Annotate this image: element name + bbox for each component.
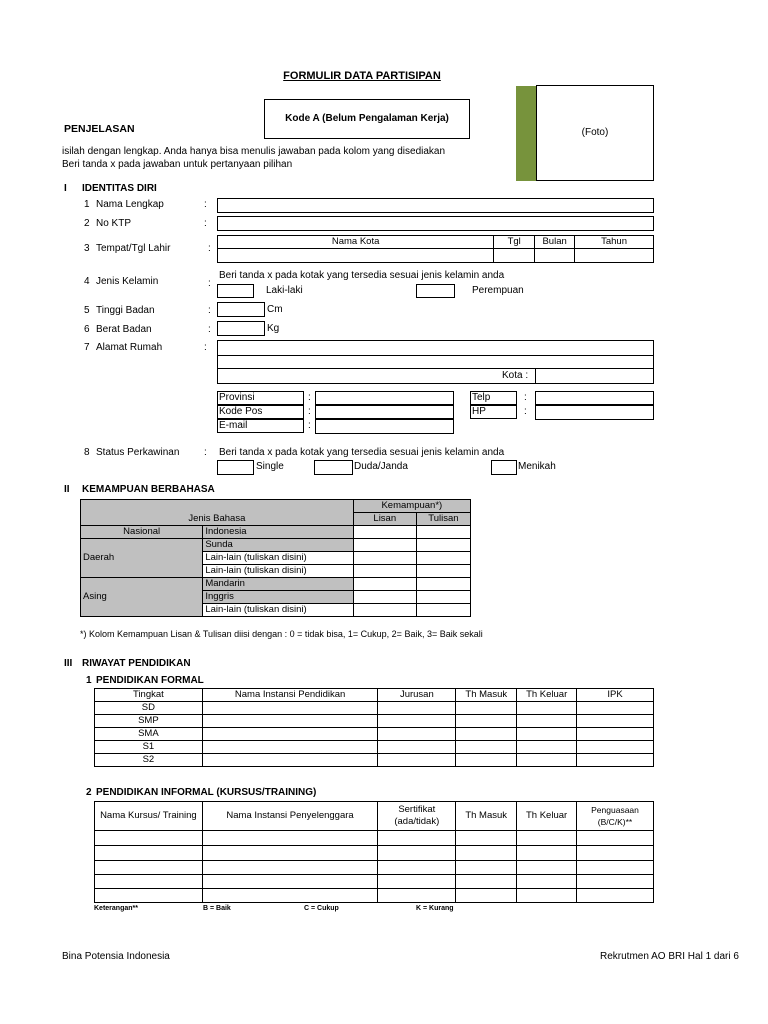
table-row <box>95 889 654 903</box>
kodepos-colon: : <box>308 406 311 417</box>
male-label: Laki-laki <box>266 285 303 296</box>
section-1-number: I <box>64 183 67 194</box>
section-1-heading: IDENTITAS DIRI <box>82 183 157 194</box>
item-2-label: No KTP <box>96 218 132 229</box>
lang-asing-other[interactable]: Lain-lain (tuliskan disini) <box>203 604 353 617</box>
formal-cell[interactable] <box>456 728 517 741</box>
birth-col-tgl: Tgl <box>494 236 535 249</box>
item-6-colon: : <box>208 324 211 335</box>
item-1-label: Nama Lengkap <box>96 199 164 210</box>
kodepos-label: Kode Pos <box>219 406 263 417</box>
item-6-number: 6 <box>84 324 90 335</box>
formal-cell[interactable] <box>202 702 378 715</box>
informal-cell[interactable] <box>95 861 203 875</box>
section-2-heading: KEMAMPUAN BERBAHASA <box>82 484 215 495</box>
tulisan-cell[interactable] <box>416 565 470 578</box>
provinsi-colon: : <box>308 392 311 403</box>
kota-label: Kota : <box>502 370 529 381</box>
informal-cell[interactable] <box>378 875 456 889</box>
item-2-colon: : <box>204 218 207 229</box>
language-table <box>80 499 471 617</box>
informal-cell[interactable] <box>517 889 577 903</box>
informal-col-sertifikat: Sertifikat (ada/tidak) <box>378 802 456 831</box>
item-8-colon: : <box>204 447 207 458</box>
birth-kota-field[interactable] <box>218 249 494 263</box>
lisan-cell[interactable] <box>353 578 416 591</box>
table-row <box>95 715 654 728</box>
item-3-colon: : <box>208 243 211 254</box>
email-field[interactable] <box>315 419 454 434</box>
informal-cell[interactable] <box>95 889 203 903</box>
kg-unit: Kg <box>267 323 280 334</box>
formal-level-sd: SD <box>95 702 203 715</box>
formal-cell[interactable] <box>577 741 654 754</box>
birth-tgl-field[interactable] <box>494 249 535 263</box>
informal-cell[interactable] <box>577 861 654 875</box>
nama-lengkap-field[interactable] <box>217 198 654 213</box>
item-1-number: 1 <box>84 199 90 210</box>
formal-cell[interactable] <box>202 741 378 754</box>
telp-label: Telp <box>472 392 491 403</box>
informal-cell[interactable] <box>577 889 654 903</box>
birth-tahun-field[interactable] <box>575 249 654 263</box>
single-label: Single <box>256 461 284 472</box>
keterangan-baik: B = Baik <box>203 905 231 912</box>
tulisan-cell[interactable] <box>416 591 470 604</box>
formal-heading: PENDIDIKAN FORMAL <box>96 675 204 686</box>
female-checkbox[interactable] <box>416 284 455 298</box>
item-8-label: Status Perkawinan <box>96 447 180 458</box>
item-5-label: Tinggi Badan <box>96 305 155 316</box>
informal-cell[interactable] <box>517 861 577 875</box>
item-7-number: 7 <box>84 342 90 353</box>
item-4-label: Jenis Kelamin <box>96 276 159 287</box>
group-daerah: Daerah <box>81 539 203 578</box>
formal-cell[interactable] <box>456 702 517 715</box>
telp-field[interactable] <box>535 391 654 405</box>
single-checkbox[interactable] <box>217 460 254 475</box>
informal-cell[interactable] <box>456 831 517 846</box>
email-colon: : <box>308 420 311 431</box>
formal-level-smp: SMP <box>95 715 203 728</box>
kota-field[interactable] <box>535 368 654 384</box>
formal-col-jurusan: Jurusan <box>378 689 456 702</box>
item-3-number: 3 <box>84 243 90 254</box>
section-3-heading: RIWAYAT PENDIDIKAN <box>82 658 191 669</box>
table-row <box>95 846 654 861</box>
hp-label: HP <box>472 406 486 417</box>
form-title: FORMULIR DATA PARTISIPAN <box>283 70 441 82</box>
photo-label: (Foto) <box>581 127 609 138</box>
birth-col-bulan: Bulan <box>535 236 575 249</box>
formal-cell[interactable] <box>577 728 654 741</box>
informal-cell[interactable] <box>202 875 378 889</box>
no-ktp-field[interactable] <box>217 216 654 231</box>
formal-number: 1 <box>86 675 92 686</box>
lang-inggris: Inggris <box>203 591 353 604</box>
section-3-number: III <box>64 658 73 669</box>
table-row <box>95 741 654 754</box>
formal-cell[interactable] <box>378 754 456 767</box>
item-6-label: Berat Badan <box>96 324 152 335</box>
item-4-number: 4 <box>84 276 90 287</box>
male-checkbox[interactable] <box>217 284 254 298</box>
formal-cell[interactable] <box>456 741 517 754</box>
informal-col-keluar: Th Keluar <box>517 802 577 831</box>
tulisan-cell[interactable] <box>416 526 470 539</box>
menikah-checkbox[interactable] <box>491 460 517 475</box>
formal-col-instansi: Nama Instansi Pendidikan <box>202 689 378 702</box>
birth-bulan-field[interactable] <box>535 249 575 263</box>
section-2-number: II <box>64 484 70 495</box>
informal-cell[interactable] <box>202 861 378 875</box>
tulisan-cell[interactable] <box>416 552 470 565</box>
formal-cell[interactable] <box>202 728 378 741</box>
lisan-cell[interactable] <box>353 591 416 604</box>
informal-cell[interactable] <box>456 889 517 903</box>
formal-cell[interactable] <box>577 754 654 767</box>
informal-cell[interactable] <box>95 831 203 846</box>
informal-cell[interactable] <box>456 875 517 889</box>
alamat-line-1[interactable] <box>217 340 654 356</box>
informal-cell[interactable] <box>95 875 203 889</box>
gender-note: Beri tanda x pada kotak yang tersedia sesuai jenis kelamin anda <box>219 270 505 281</box>
table-row <box>95 861 654 875</box>
email-label: E-mail <box>219 420 248 431</box>
lisan-cell[interactable] <box>353 526 416 539</box>
telp-colon: : <box>524 392 527 403</box>
informal-education-table <box>94 801 654 903</box>
formal-cell[interactable] <box>517 754 577 767</box>
item-8-number: 8 <box>84 447 90 458</box>
duda-checkbox[interactable] <box>314 460 353 475</box>
lisan-cell[interactable] <box>353 604 416 617</box>
lang-daerah-other-2[interactable]: Lain-lain (tuliskan disini) <box>203 565 353 578</box>
informal-number: 2 <box>86 787 92 798</box>
penjelasan-line-1: isilah dengan lengkap. Anda hanya bisa menulis jawaban pada kolom yang disediakan <box>62 146 446 157</box>
item-7-label: Alamat Rumah <box>96 342 163 353</box>
formal-cell[interactable] <box>456 754 517 767</box>
tulisan-cell[interactable] <box>416 539 470 552</box>
tinggi-badan-field[interactable] <box>217 302 265 317</box>
informal-cell[interactable] <box>456 846 517 861</box>
formal-cell[interactable] <box>517 715 577 728</box>
green-accent-bar <box>516 86 536 181</box>
informal-col-instansi: Nama Instansi Penyelenggara <box>202 802 378 831</box>
formal-cell[interactable] <box>202 754 378 767</box>
formal-col-keluar: Th Keluar <box>517 689 577 702</box>
provinsi-field[interactable] <box>315 391 454 405</box>
tulisan-cell[interactable] <box>416 578 470 591</box>
item-7-colon: : <box>204 342 207 353</box>
provinsi-label: Provinsi <box>219 392 255 403</box>
tulisan-cell[interactable] <box>416 604 470 617</box>
status-note: Beri tanda x pada kotak yang tersedia sesuai jenis kelamin anda <box>219 447 505 458</box>
item-1-colon: : <box>204 199 207 210</box>
item-2-number: 2 <box>84 218 90 229</box>
informal-cell[interactable] <box>577 875 654 889</box>
kemampuan-header: Kemampuan*) <box>353 500 470 513</box>
formal-col-tingkat: Tingkat <box>95 689 203 702</box>
formal-level-s2: S2 <box>95 754 203 767</box>
footer-left: Bina Potensia Indonesia <box>62 951 170 962</box>
birth-col-kota: Nama Kota <box>218 236 494 249</box>
group-asing: Asing <box>81 578 203 617</box>
informal-cell[interactable] <box>378 889 456 903</box>
formal-cell[interactable] <box>202 715 378 728</box>
formal-cell[interactable] <box>517 728 577 741</box>
informal-cell[interactable] <box>202 889 378 903</box>
formal-education-table <box>94 688 654 767</box>
informal-col-masuk: Th Masuk <box>456 802 517 831</box>
keterangan-kurang: K = Kurang <box>416 905 454 912</box>
formal-col-masuk: Th Masuk <box>456 689 517 702</box>
alamat-line-2[interactable] <box>217 355 654 369</box>
birth-col-tahun: Tahun <box>575 236 654 249</box>
lang-daerah-other-1[interactable]: Lain-lain (tuliskan disini) <box>203 552 353 565</box>
penjelasan-heading: PENJELASAN <box>64 123 135 135</box>
informal-col-nama: Nama Kursus/ Training <box>95 802 203 831</box>
informal-cell[interactable] <box>517 875 577 889</box>
table-row <box>95 728 654 741</box>
table-row <box>95 875 654 889</box>
table-row <box>95 702 654 715</box>
lang-sunda: Sunda <box>203 539 353 552</box>
footer-right: Rekrutmen AO BRI Hal 1 dari 6 <box>600 951 739 962</box>
hp-colon: : <box>524 406 527 417</box>
item-5-number: 5 <box>84 305 90 316</box>
formal-cell[interactable] <box>378 728 456 741</box>
lisan-cell[interactable] <box>353 565 416 578</box>
formal-cell[interactable] <box>517 741 577 754</box>
formal-cell[interactable] <box>517 702 577 715</box>
tulisan-header: Tulisan <box>416 513 470 526</box>
formal-col-ipk: IPK <box>577 689 654 702</box>
item-4-colon: : <box>208 278 211 289</box>
lisan-cell[interactable] <box>353 539 416 552</box>
female-label: Perempuan <box>472 285 524 296</box>
formal-level-s1: S1 <box>95 741 203 754</box>
table-row <box>95 831 654 846</box>
berat-badan-field[interactable] <box>217 321 265 336</box>
formal-cell[interactable] <box>577 702 654 715</box>
keterangan-cukup: C = Cukup <box>304 905 339 912</box>
penjelasan-line-2: Beri tanda x pada jawaban untuk pertanyaan pilihan <box>62 159 293 170</box>
alamat-line-3[interactable] <box>217 368 536 384</box>
formal-cell[interactable] <box>378 741 456 754</box>
language-note: *) Kolom Kemampuan Lisan & Tulisan diisi dengan : 0 = tidak bisa, 1= Cukup, 2= Baik, 3= Baik sekali <box>80 629 483 639</box>
lang-mandarin: Mandarin <box>203 578 353 591</box>
lang-indonesia: Indonesia <box>203 526 353 539</box>
duda-label: Duda/Janda <box>354 461 408 472</box>
jenis-bahasa-header: Jenis Bahasa <box>81 500 354 526</box>
informal-heading: PENDIDIKAN INFORMAL (KURSUS/TRAINING) <box>96 787 317 798</box>
menikah-label: Menikah <box>518 461 556 472</box>
formal-level-sma: SMA <box>95 728 203 741</box>
birth-table <box>217 235 654 263</box>
informal-cell[interactable] <box>577 846 654 861</box>
informal-cell[interactable] <box>95 846 203 861</box>
formal-cell[interactable] <box>456 715 517 728</box>
lisan-cell[interactable] <box>353 552 416 565</box>
cm-unit: Cm <box>267 304 283 315</box>
informal-cell[interactable] <box>517 831 577 846</box>
informal-col-penguasaan: Penguasaan (B/C/K)** <box>577 802 654 831</box>
group-nasional: Nasional <box>81 526 203 539</box>
item-3-label: Tempat/Tgl Lahir <box>96 243 171 254</box>
formal-cell[interactable] <box>378 715 456 728</box>
informal-cell[interactable] <box>202 846 378 861</box>
informal-cell[interactable] <box>456 861 517 875</box>
informal-cell[interactable] <box>202 831 378 846</box>
informal-cell[interactable] <box>378 846 456 861</box>
item-5-colon: : <box>208 305 211 316</box>
formal-cell[interactable] <box>378 702 456 715</box>
informal-cell[interactable] <box>517 846 577 861</box>
lisan-header: Lisan <box>353 513 416 526</box>
table-row <box>95 754 654 767</box>
informal-cell[interactable] <box>378 831 456 846</box>
hp-field[interactable] <box>535 405 654 420</box>
kodepos-field[interactable] <box>315 405 454 419</box>
formal-cell[interactable] <box>577 715 654 728</box>
keterangan-label: Keterangan** <box>94 905 138 912</box>
informal-cell[interactable] <box>378 861 456 875</box>
kode-label: Kode A (Belum Pengalaman Kerja) <box>285 113 449 124</box>
informal-cell[interactable] <box>577 831 654 846</box>
